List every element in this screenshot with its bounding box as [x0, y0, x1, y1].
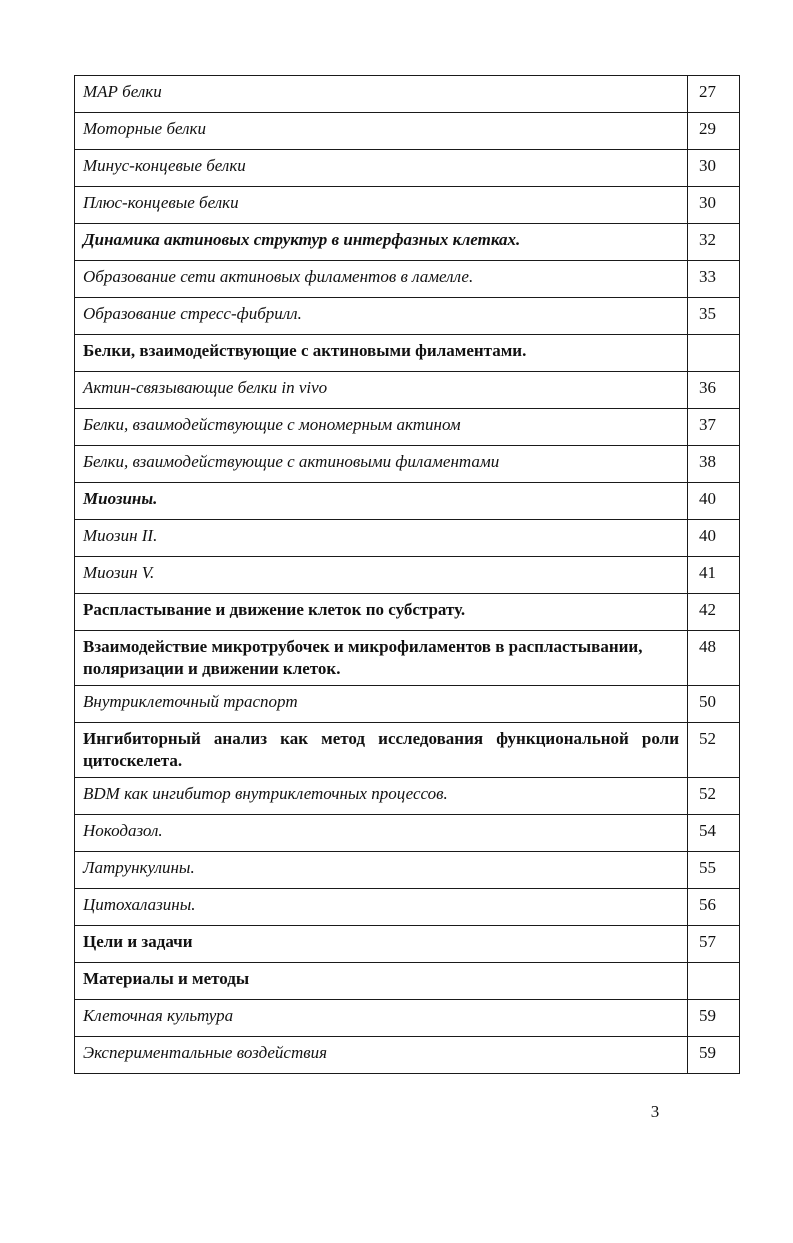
toc-row — [75, 1000, 740, 1037]
toc-entry-page: 30 — [688, 150, 740, 187]
toc-entry-title: Клеточная культура — [75, 1000, 688, 1037]
toc-entry-title: Образование стресс-фибрилл. — [75, 298, 688, 335]
toc-row — [75, 520, 740, 557]
toc-row — [75, 261, 740, 298]
toc-entry-title: МАР белки — [75, 76, 688, 113]
toc-row — [75, 483, 740, 520]
toc-entry-page: 42 — [688, 594, 740, 631]
toc-entry-page: 52 — [688, 723, 740, 778]
toc-entry-page: 56 — [688, 889, 740, 926]
toc-entry-page: 38 — [688, 446, 740, 483]
toc-entry-page: 27 — [688, 76, 740, 113]
toc-entry-title: Белки, взаимодействующие с мономерным актином — [75, 409, 688, 446]
toc-row — [75, 723, 740, 778]
toc-entry-page: 32 — [688, 224, 740, 261]
toc-row — [75, 113, 740, 150]
toc-row — [75, 335, 740, 372]
toc-row — [75, 852, 740, 889]
toc-entry-title: Цели и задачи — [75, 926, 688, 963]
toc-row — [75, 889, 740, 926]
toc-entry-page: 29 — [688, 113, 740, 150]
toc-entry-title: Белки, взаимодействующие с актиновыми филаментами. — [75, 335, 688, 372]
toc-entry-title: Нокодазол. — [75, 815, 688, 852]
toc-entry-title: Внутриклеточный траспорт — [75, 686, 688, 723]
toc-entry-page: 40 — [688, 520, 740, 557]
toc-entry-title: Образование сети актиновых филаментов в ламелле. — [75, 261, 688, 298]
toc-entry-title: Динамика актиновых структур в интерфазных клетках. — [75, 224, 688, 261]
page-number: 3 — [650, 1102, 660, 1121]
toc-entry-title: Миозины. — [75, 483, 688, 520]
table-of-contents — [74, 75, 740, 1074]
toc-entry-title: Цитохалазины. — [75, 889, 688, 926]
toc-row — [75, 150, 740, 187]
toc-entry-page: 30 — [688, 187, 740, 224]
toc-entry-title: Плюс-концевые белки — [75, 187, 688, 224]
toc-entry-title: Материалы и методы — [75, 963, 688, 1000]
toc-entry-title: Минус-концевые белки — [75, 150, 688, 187]
toc-row — [75, 778, 740, 815]
toc-entry-title: Распластывание и движение клеток по субстрату. — [75, 594, 688, 631]
toc-row — [75, 1037, 740, 1074]
toc-entry-page: 40 — [688, 483, 740, 520]
toc-row — [75, 557, 740, 594]
toc-row — [75, 631, 740, 686]
toc-entry-title: Латрункулины. — [75, 852, 688, 889]
toc-entry-page: 54 — [688, 815, 740, 852]
toc-entry-page: 59 — [688, 1000, 740, 1037]
toc-row — [75, 815, 740, 852]
toc-entry-page: 41 — [688, 557, 740, 594]
toc-entry-page: 36 — [688, 372, 740, 409]
toc-row — [75, 926, 740, 963]
toc-entry-title: Белки, взаимодействующие с актиновыми филаментами — [75, 446, 688, 483]
toc-entry-page — [688, 963, 740, 1000]
toc-entry-page: 48 — [688, 631, 740, 686]
toc-row — [75, 372, 740, 409]
toc-entry-title: Миозин II. — [75, 520, 688, 557]
toc-entry-page — [688, 335, 740, 372]
toc-entry-page: 59 — [688, 1037, 740, 1074]
toc-row — [75, 409, 740, 446]
toc-entry-title: Экспериментальные воздействия — [75, 1037, 688, 1074]
toc-entry-page: 33 — [688, 261, 740, 298]
toc-entry-title: Ингибиторный анализ как метод исследования функциональной роли цитоскелета. — [75, 723, 688, 778]
toc-entry-page: 52 — [688, 778, 740, 815]
toc-row — [75, 187, 740, 224]
toc-entry-page: 35 — [688, 298, 740, 335]
toc-entry-page: 57 — [688, 926, 740, 963]
toc-entry-title: Взаимодействие микротрубочек и микрофиламентов в распластывании, поляризации и движении клеток. — [75, 631, 688, 686]
toc-entry-page: 37 — [688, 409, 740, 446]
toc-row — [75, 594, 740, 631]
toc-row — [75, 446, 740, 483]
toc-entry-title: Актин-связывающие белки in vivo — [75, 372, 688, 409]
toc-row — [75, 224, 740, 261]
toc-entry-title: BDM как ингибитор внутриклеточных процессов. — [75, 778, 688, 815]
toc-row — [75, 963, 740, 1000]
toc-row — [75, 686, 740, 723]
toc-row — [75, 298, 740, 335]
toc-entry-page: 55 — [688, 852, 740, 889]
toc-entry-title: Миозин V. — [75, 557, 688, 594]
toc-row — [75, 76, 740, 113]
toc-entry-page: 50 — [688, 686, 740, 723]
toc-entry-title: Моторные белки — [75, 113, 688, 150]
